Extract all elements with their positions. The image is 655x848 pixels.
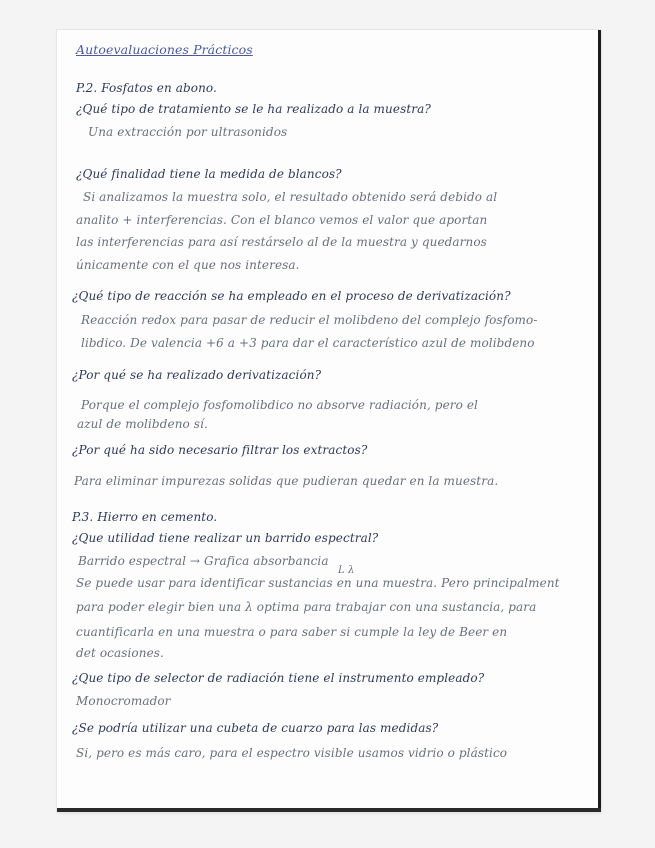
- answer-line: Una extracción por ultrasonidos: [88, 125, 288, 139]
- question-line: ¿Se podría utilizar una cubeta de cuarzo para las medidas?: [72, 721, 439, 735]
- answer-line: Porque el complejo fosfomolibdico no absorve radiación, pero el: [81, 398, 478, 412]
- page-title: Autoevaluaciones Prácticos: [76, 42, 253, 57]
- page-edge-shadow-bottom: [57, 808, 601, 812]
- answer-line: para poder elegir bien una λ optima para trabajar con una sustancia, para: [76, 600, 537, 614]
- question-line: ¿Qué tipo de reacción se ha empleado en el proceso de derivatización?: [72, 289, 511, 303]
- answer-line: únicamente con el que nos interesa.: [76, 258, 300, 272]
- answer-line: Se puede usar para identificar sustancias en una muestra. Pero principalment: [76, 576, 560, 590]
- answer-line: las interferencias para así restárselo al de la muestra y quedarnos: [76, 235, 487, 249]
- question-line: ¿Por qué se ha realizado derivatización?: [72, 368, 322, 382]
- section-heading: P.2. Fosfatos en abono.: [76, 81, 217, 95]
- section-heading: P.3. Hierro en cemento.: [72, 510, 218, 524]
- question-line: ¿Qué finalidad tiene la medida de blancos?: [76, 167, 342, 181]
- question-line: ¿Que tipo de selector de radiación tiene el instrumento empleado?: [72, 671, 485, 685]
- answer-line: cuantificarla en una muestra o para saber si cumple la ley de Beer en: [76, 625, 508, 639]
- question-line: ¿Que utilidad tiene realizar un barrido espectral?: [72, 531, 379, 545]
- question-line: ¿Por qué ha sido necesario filtrar los extractos?: [72, 443, 368, 457]
- answer-line: Barrido espectral → Grafica absorbancia: [78, 554, 329, 568]
- answer-line: libdico. De valencia +6 a +3 para dar el característico azul de molibdeno: [81, 336, 535, 350]
- answer-line: analito + interferencias. Con el blanco vemos el valor que aportan: [76, 213, 488, 227]
- axis-subscript: L λ: [338, 565, 355, 576]
- answer-line: azul de molibdeno sí.: [77, 417, 208, 431]
- answer-line: Si, pero es más caro, para el espectro visible usamos vidrio o plástico: [76, 746, 508, 760]
- page-edge-shadow-right: [598, 30, 601, 812]
- question-line: ¿Qué tipo de tratamiento se le ha realizado a la muestra?: [76, 102, 431, 116]
- answer-line: Para eliminar impurezas solidas que pudieran quedar en la muestra.: [74, 474, 499, 488]
- answer-line: Reacción redox para pasar de reducir el molibdeno del complejo fosfomo-: [81, 313, 538, 327]
- answer-line: Si analizamos la muestra solo, el resultado obtenido será debido al: [83, 190, 498, 204]
- answer-line: Monocromador: [76, 694, 171, 708]
- answer-line: det ocasiones.: [76, 646, 164, 660]
